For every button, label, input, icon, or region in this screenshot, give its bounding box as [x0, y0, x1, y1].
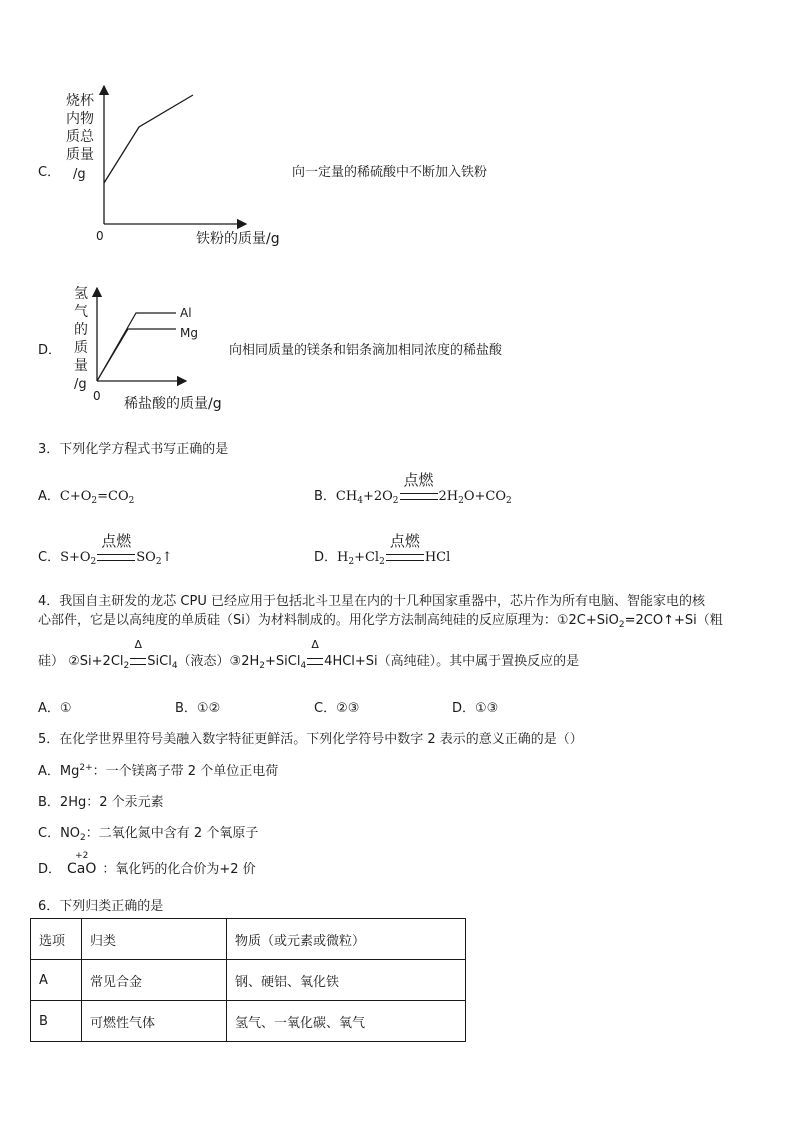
graph-d-origin: 0: [93, 389, 101, 403]
graph-c-origin: 0: [96, 229, 104, 243]
q3-option-b: B．$CH_4+2O_2$ 点燃 $2H_2O+CO_2$: [314, 471, 512, 506]
graph-d-ylabel-1: 氢: [74, 286, 88, 302]
table-row: [31, 1001, 466, 1042]
graph-d: [0, 270, 240, 440]
graph-c-xlabel: 铁粉的质量/g: [196, 231, 280, 247]
q4-heat-1: Δ: [134, 638, 143, 651]
graph-d-ylabel-6: /g: [74, 377, 87, 392]
graph-c-ylabel-4: 质量: [66, 147, 94, 163]
q5-d-valence: +2: [75, 851, 89, 861]
q3-b-condition: 点燃: [403, 471, 434, 489]
q4-line-3: 硅） $②Si+2Cl_2$ Δ SiCl$_4$（液态）$③2H_2+SiCl_4$ Δ 4HCl+Si（高纯硅）。其中属于置换反应的是: [38, 638, 580, 671]
graph-d-legend-al: Al: [180, 306, 192, 320]
q3-d-condition: 点燃: [389, 532, 420, 550]
table-header-cell: 选项: [31, 919, 82, 960]
graph-c-curve: [104, 95, 193, 183]
q5-option-a: A．$Mg^{2+}$：一个镁离子带 2 个单位正电荷: [38, 763, 279, 779]
table-header-row: [31, 919, 466, 960]
table-cell: 钢、硬铝、氧化铁: [227, 960, 466, 1001]
table-header-cell: 物质（或元素或微粒）: [227, 919, 466, 960]
graph-d-ylabel-2: 气: [74, 304, 88, 320]
q3-stem: 3．下列化学方程式书写正确的是: [38, 442, 229, 457]
q5-option-c: C．$NO_2$：二氧化氮中含有 2 个氧原子: [38, 826, 259, 843]
q4-option-c: C．②③: [314, 701, 360, 716]
q4-heat-2: Δ: [311, 638, 319, 651]
graph-c-ylabel-3: 质总: [66, 129, 94, 145]
graph-d-legend-mg: Mg: [180, 326, 198, 340]
table-cell: B: [31, 1001, 82, 1042]
q3-option-a: A．$C+O_2=CO_2$: [38, 489, 135, 506]
q4-option-d: D．①③: [452, 701, 499, 716]
graph-d-al-line: [97, 313, 176, 381]
q5-option-d: D． +2 CaO ：氧化钙的化合价为+2 价: [38, 851, 256, 877]
q4-option-b: B．①②: [175, 701, 221, 716]
q4-option-a: A．①: [38, 701, 72, 716]
graph-d-ylabel-5: 量: [74, 358, 88, 374]
table-cell: 氢气、一氧化碳、氧气: [227, 1001, 466, 1042]
graph-c-ylabel-1: 烧杯: [66, 93, 94, 109]
q5-stem: 5．在化学世界里符号美融入数字特征更鲜活。下列化学符号中数字 2 表示的意义正确的是（）: [38, 732, 583, 747]
graph-c-ylabel-2: 内物: [66, 111, 94, 127]
graph-d-xlabel: 稀盐酸的质量/g: [124, 396, 222, 412]
table-cell: 常见合金: [82, 960, 227, 1001]
q3-c-condition: 点燃: [101, 532, 132, 550]
graph-c-description: 向一定量的稀硫酸中不断加入铁粉: [292, 165, 488, 180]
q6-table: [30, 918, 466, 1042]
graph-c: [0, 0, 300, 250]
graph-d-mg-line: [97, 329, 176, 381]
table-cell: 可燃性气体: [82, 1001, 227, 1042]
graph-d-ylabel-3: 的: [74, 322, 88, 338]
graph-d-ylabel-4: 质: [74, 340, 88, 356]
q4-line-2: 心部件，它是以高纯度的单质硅（Si）为材料制成的。用化学方法制高纯硅的反应原理为：①2C+SiO$_2$=2CO↑+Si（粗: [38, 613, 723, 630]
q5-option-b: B．2Hg：2 个汞元素: [38, 795, 164, 810]
graph-d-description: 向相同质量的镁条和铝条滴加相同浓度的稀盐酸: [229, 343, 503, 358]
q6-stem: 6．下列归类正确的是: [38, 899, 164, 914]
q4-line-1: 4．我国自主研发的龙芯 CPU 已经应用于包括北斗卫星在内的十几种国家重器中，芯片作为所有电脑、智能家电的核: [38, 594, 705, 609]
q3-option-c: C．$S+O_2$ 点燃 $SO_2↑$: [38, 532, 173, 567]
q3-option-d: D．$H_2+Cl_2$ 点燃 HCl: [314, 532, 451, 567]
table-row: [31, 960, 466, 1001]
option-c-label: C．: [38, 165, 61, 180]
table-header-cell: 归类: [82, 919, 227, 960]
graph-c-ylabel-5: /g: [73, 167, 86, 182]
option-d-label: D．: [38, 343, 62, 358]
table-cell: A: [31, 960, 82, 1001]
